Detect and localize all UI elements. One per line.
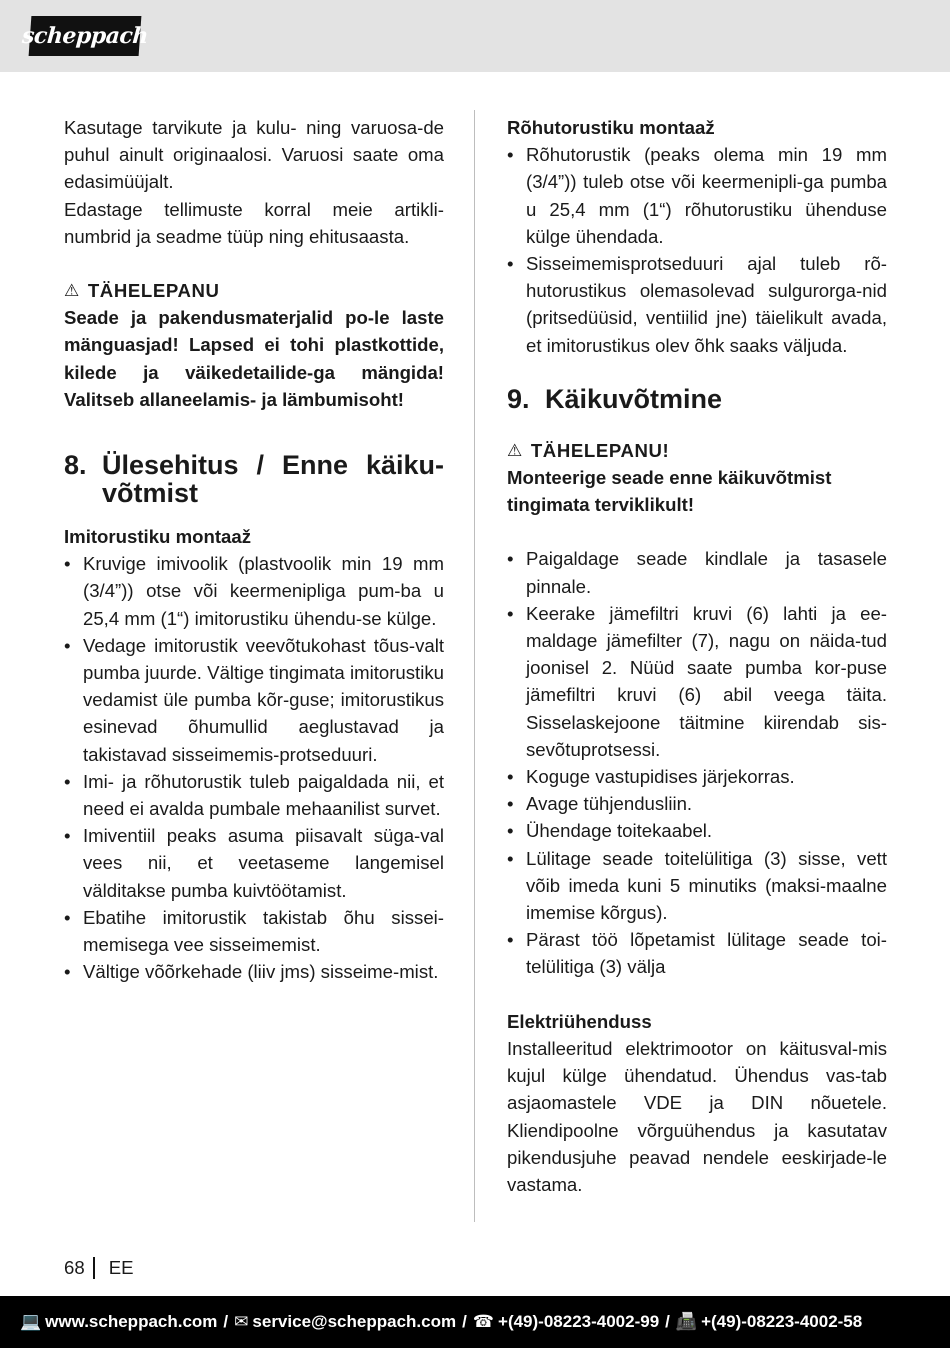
- list-item: • Pärast töö lõpetamist lülitage seade toi-telülitiga (3) välja: [507, 926, 887, 980]
- right-column: [507, 114, 887, 1198]
- left-column: [64, 114, 444, 985]
- list-item: • Avage tühjendusliin.: [507, 790, 887, 817]
- suction-line-list: [64, 550, 444, 985]
- section-title: Käikuvõtmine: [545, 383, 723, 414]
- list-item: • Keerake jämefiltri kruvi (6) lahti ja ee-maldage jämefilter (7), nagu on näida-tud joonisel 2. Nüüd saate pumba kor-puse jämefiltri kruvi (6) abil veega täita. Sisselaskejoone täitmine kiirendab sis-sevõtuprotsessi.: [507, 600, 887, 763]
- list-item: • Imi- ja rõhutorustik tuleb paigaldada nii, et need ei avalda pumbale mehaanilist survet.: [64, 768, 444, 822]
- scheppach-logo: scheppach: [29, 16, 142, 56]
- page-number: 68: [64, 1257, 85, 1278]
- footer-email[interactable]: service@scheppach.com: [252, 1312, 457, 1331]
- page-number-divider: [93, 1257, 95, 1279]
- footer-separator: /: [223, 1312, 229, 1331]
- intro-paragraph-1: Kasutage tarvikute ja kulu- ning varuosa-de puhul ainult originaalosi. Varuosi saate oma edasimüüjalt.: [64, 117, 444, 193]
- list-item: • Kruvige imivoolik (plastvoolik min 19 mm (3/4”)) otse või keermenipliga pum-ba u 25,4 mm (1“) imitorustiku ühendu-se külge.: [64, 550, 444, 632]
- list-item: • Koguge vastupidises järjekorras.: [507, 763, 887, 790]
- header-band: [0, 0, 950, 72]
- warning-text: Monteerige seade enne käikuvõtmist tingimata terviklikult!: [507, 467, 832, 516]
- footer-phone: +(49)-08223-4002-99: [498, 1312, 660, 1331]
- list-item: • Rõhutorustik (peaks olema min 19 mm (3/4”)) tuleb otse või keermenipli-ga pumba u 25,4 mm (1“) rõhutorustiku ühenduse külge ühendada.: [507, 141, 887, 250]
- footer-website[interactable]: www.scheppach.com: [45, 1312, 218, 1331]
- list-item: • Vedage imitorustik veevõtukohast tõus-valt pumba juurde. Vältige tingimata imitorustiku vedamist üle pumba kõr-guse; imitorustikus esinevad õhumullid aeglustavad ja takistavad sisseimemis-protseduuri.: [64, 632, 444, 768]
- subsection-title: Imitorustiku montaaž: [64, 526, 251, 548]
- list-item: • Imiventiil peaks asuma piisavalt süga-val vees nii, et veetaseme langemisel välditakse pumba kuivtöötamist.: [64, 822, 444, 904]
- fax-icon: 📠: [675, 1312, 698, 1331]
- computer-icon: 💻: [20, 1312, 42, 1331]
- mail-icon: ✉: [234, 1312, 249, 1331]
- electrical-title: Elektriühenduss: [507, 1010, 652, 1032]
- section-number: 8.: [64, 450, 87, 481]
- warning-title: TÄHELEPANU: [87, 280, 220, 302]
- contact-footer: [0, 1296, 950, 1348]
- section-title: Ülesehitus / Enne käiku-võtmist: [102, 450, 444, 509]
- list-item: • Vältige võõrkehade (liiv jms) sisseime-mist.: [64, 958, 444, 985]
- pressure-line-title: Rõhutorustiku montaaž: [507, 117, 715, 138]
- startup-steps-list: [507, 545, 887, 980]
- section-number: 9.: [507, 383, 530, 414]
- list-item: • Paigaldage seade kindlale ja tasasele pinnale.: [507, 545, 887, 599]
- page-number-block: [64, 1256, 134, 1280]
- section-heading: [64, 451, 444, 507]
- warning-text: Seade ja pakendusmaterjalid po-le laste mänguasjad! Lapsed ei tohi plastkottide, kilede ja väikedetailide-ga mängida! Valitseb allaneelamis- ja lämbumisoht!: [64, 307, 444, 410]
- list-item: • Lülitage seade toitelülitiga (3) sisse, vett võib imeda kuni 5 minutiks (maksi-maalne imemise kõrgus).: [507, 845, 887, 927]
- pressure-line-list: [507, 141, 887, 359]
- list-item: • Sisseimemisprotseduuri ajal tuleb rõ-hutorustikus olemasolevad sulgurorga-nid (pritsedüüsid, ventiilid jne) täielikult avada, et imitorustikus olev õhk saaks väljuda.: [507, 250, 887, 359]
- warning-heading: [507, 437, 887, 464]
- electrical-text: Installeeritud elektrimootor on käitusval-mis kujul külge ühendatud. Ühendus vas-tab asjaomastele VDE ja DIN nõuetele. Kliendipoolne võrguühendus ja kasutatav pikendusjuhe peavad nendele eeskirjade-le vastama.: [507, 1037, 887, 1195]
- warning-triangle-icon: ⚠: [507, 440, 523, 460]
- warning-triangle-icon: ⚠: [64, 281, 80, 301]
- intro-paragraph-2: Edastage tellimuste korral meie artikli-numbrid ja seadme tüüp ning ehitusaasta.: [64, 198, 444, 247]
- list-item: • Ebatihe imitorustik takistab õhu sissei-memisega vee sisseimemist.: [64, 904, 444, 958]
- warning-heading: [64, 277, 444, 304]
- column-divider: [474, 110, 475, 1222]
- list-item: • Ühendage toitekaabel.: [507, 817, 887, 844]
- phone-icon: ☎: [472, 1312, 495, 1331]
- footer-separator: /: [462, 1312, 467, 1331]
- footer-separator: /: [665, 1312, 670, 1331]
- section-heading: [507, 385, 887, 413]
- page-language: EE: [108, 1257, 134, 1278]
- footer-fax: +(49)-08223-4002-58: [701, 1312, 863, 1331]
- warning-title: TÄHELEPANU!: [530, 439, 670, 461]
